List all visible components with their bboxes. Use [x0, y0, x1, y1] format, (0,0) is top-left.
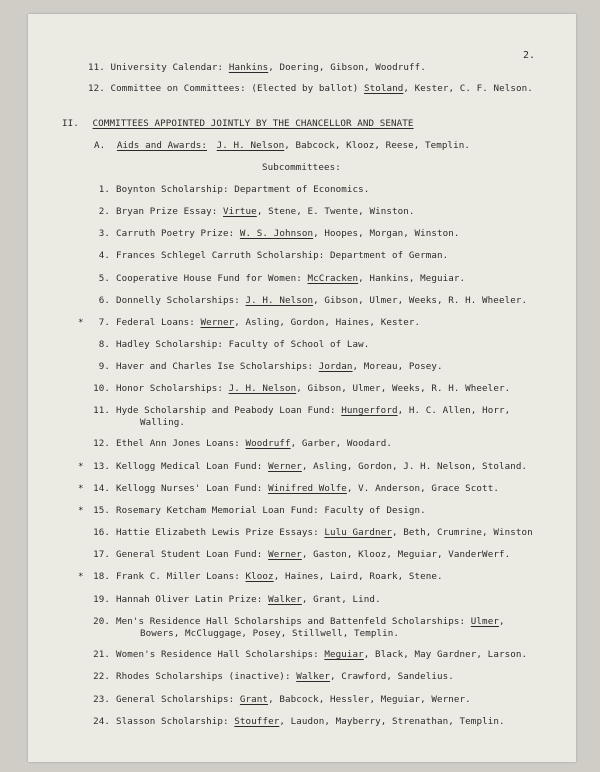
item-label: Cooperative House Fund for Women:: [116, 273, 302, 284]
item-number: 13.: [93, 461, 110, 472]
item-label: General Student Loan Fund:: [116, 549, 263, 560]
item-number: 24.: [93, 716, 110, 727]
chair-name: Stoland: [363, 83, 404, 94]
members: , Babcock, Klooz, Reese, Templin.: [284, 140, 471, 151]
chair-name: Walker: [296, 671, 331, 682]
item-label: Rhodes Scholarships (inactive):: [116, 671, 291, 682]
asterisk-mark: *: [78, 505, 84, 516]
asterisk-mark: *: [78, 317, 84, 328]
chair-name: Jordan: [318, 361, 353, 372]
members: , Hoopes, Morgan, Winston.: [313, 228, 460, 239]
members: , Garber, Woodard.: [290, 438, 392, 449]
item-number: 9.: [98, 361, 110, 372]
item-number: 10.: [93, 383, 110, 394]
item-number: 12.: [88, 83, 105, 94]
item-label: Hyde Scholarship and Peabody Loan Fund:: [116, 405, 336, 416]
chair-name: Werner: [268, 549, 302, 560]
continuation-line: Bowers, McCluggage, Posey, Stillwell, Templin.: [140, 628, 400, 639]
item-number: 17.: [93, 549, 110, 560]
members: , Gibson, Ulmer, Weeks, R. H. Wheeler.: [313, 295, 528, 306]
subsection-letter: A.: [94, 140, 106, 151]
chair-name: Ulmer: [470, 616, 499, 627]
chair-name: Woodruff: [245, 438, 291, 449]
chair-name: Meguiar: [324, 649, 364, 660]
subcommittee-item: [78, 317, 421, 329]
item-number: 11.: [88, 62, 105, 73]
subcommittee-item: [88, 383, 510, 395]
asterisk-mark: *: [78, 571, 84, 582]
subcommittee-item: [78, 505, 426, 517]
subcommittee-item: [78, 571, 443, 583]
chair-name: Stouffer: [234, 716, 280, 727]
members: , Gaston, Klooz, Meguiar, VanderWerf.: [301, 549, 511, 560]
members: , Asling, Gordon, J. H. Nelson, Stoland.: [301, 461, 528, 472]
list-item: [88, 83, 533, 95]
chair-name: McCracken: [307, 273, 359, 284]
subcommittee-item: [88, 361, 443, 373]
chair-name: Hankins: [228, 62, 269, 73]
subcommittee-item: [88, 273, 465, 285]
members: , Grant, Lind.: [301, 594, 381, 605]
item-label: Hadley Scholarship:: [116, 339, 223, 350]
item-number: 19.: [93, 594, 110, 605]
item-label: Women's Residence Hall Scholarships:: [116, 649, 319, 660]
document-page: [28, 14, 576, 762]
subcommittee-item: [88, 616, 505, 640]
section-number: II.: [62, 118, 79, 129]
item-label: Donnelly Scholarships:: [116, 295, 240, 306]
item-label: Frances Schlegel Carruth Scholarship:: [116, 250, 325, 261]
item-label: Haver and Charles Ise Scholarships:: [116, 361, 314, 372]
item-label: Boynton Scholarship:: [116, 184, 229, 195]
item-note: (Elected by ballot): [251, 83, 359, 94]
subcommittee-item: [88, 339, 369, 351]
section-heading: [62, 118, 414, 130]
item-label: Federal Loans:: [116, 317, 195, 328]
subcommittee-item: [88, 438, 392, 450]
list-item: [88, 62, 426, 74]
item-number: 2.: [98, 206, 110, 217]
subcommittee-item: [88, 694, 471, 706]
members: Department of German.: [330, 250, 449, 261]
chair-name: Lulu Gardner: [324, 527, 392, 538]
subcommittee-item: [78, 461, 528, 473]
members: , Laudon, Mayberry, Strenathan, Templin.: [279, 716, 505, 727]
item-label: Honor Scholarships:: [116, 383, 223, 394]
asterisk-mark: *: [78, 461, 84, 472]
members: , Hankins, Meguiar.: [358, 273, 466, 284]
item-number: 23.: [93, 694, 110, 705]
chair-name: Winifred Wolfe: [268, 483, 347, 494]
item-number: 22.: [93, 671, 110, 682]
item-number: 20.: [93, 616, 110, 627]
item-label: Hattie Elizabeth Lewis Prize Essays:: [116, 527, 319, 538]
members: , Haines, Laird, Roark, Stene.: [273, 571, 443, 582]
item-label: Ethel Ann Jones Loans:: [116, 438, 240, 449]
subcommittees-heading: Subcommittees:: [262, 162, 341, 173]
subcommittee-item: [88, 716, 505, 728]
continuation-line: Walling.: [140, 417, 186, 428]
members: , Babcock, Hessler, Meguiar, Werner.: [268, 694, 471, 705]
asterisk-mark: *: [78, 483, 84, 494]
item-label: Hannah Oliver Latin Prize:: [116, 594, 263, 605]
subcommittee-item: [88, 594, 381, 606]
chair-name: Werner: [268, 461, 302, 472]
item-number: 12.: [93, 438, 110, 449]
page-number: 2.: [523, 50, 536, 61]
chair-name: Grant: [239, 694, 269, 705]
item-label: Kellogg Medical Loan Fund:: [116, 461, 263, 472]
section-title: COMMITTEES APPOINTED JOINTLY BY THE CHANCELLOR AND SENATE: [92, 118, 414, 129]
item-label: Bryan Prize Essay:: [116, 206, 218, 217]
subcommittee-item: [88, 228, 460, 240]
chair-name: J. H. Nelson: [245, 295, 314, 306]
item-number: 6.: [98, 295, 110, 306]
members: , Beth, Crumrine, Winston: [391, 527, 533, 538]
subcommittee-item: [88, 549, 510, 561]
members: , Gibson, Ulmer, Weeks, R. H. Wheeler.: [296, 383, 511, 394]
chair-name: Hungerford: [341, 405, 398, 416]
members: , Crawford, Sandelius.: [330, 671, 454, 682]
subcommittee-item: [78, 483, 499, 495]
item-number: 21.: [93, 649, 110, 660]
chair-name: Werner: [200, 317, 235, 328]
subcommittee-item: [88, 649, 527, 661]
item-label: Rosemary Ketcham Memorial Loan Fund:: [116, 505, 319, 516]
subsection-heading: [94, 140, 470, 152]
members: Faculty of School of Law.: [228, 339, 370, 350]
members: , Asling, Gordon, Haines, Kester.: [234, 317, 421, 328]
subsection-label: Aids and Awards:: [116, 140, 208, 151]
subcommittee-item: [88, 206, 415, 218]
subcommittee-item: [88, 250, 448, 262]
item-label: Kellogg Nurses' Loan Fund:: [116, 483, 263, 494]
item-label: University Calendar:: [110, 62, 224, 73]
members: ,: [498, 616, 505, 627]
members: , Moreau, Posey.: [352, 361, 443, 372]
item-label: Frank C. Miller Loans:: [116, 571, 240, 582]
subcommittee-item: [88, 295, 527, 307]
members: , V. Anderson, Grace Scott.: [346, 483, 499, 494]
item-number: 4.: [98, 250, 110, 261]
chair-name: J. H. Nelson: [216, 140, 285, 151]
members: , H. C. Allen, Horr,: [397, 405, 511, 416]
item-number: 5.: [98, 273, 110, 284]
members: , Kester, C. F. Nelson.: [403, 83, 533, 94]
members: , Doering, Gibson, Woodruff.: [268, 62, 426, 73]
item-number: 11.: [93, 405, 110, 416]
members: Faculty of Design.: [324, 505, 426, 516]
chair-name: Virtue: [223, 206, 257, 217]
item-number: 14.: [93, 483, 110, 494]
item-label: General Scholarships:: [116, 694, 235, 705]
item-label: Men's Residence Hall Scholarships and Battenfeld Scholarships:: [116, 616, 466, 627]
subcommittee-item: [88, 184, 369, 196]
item-number: 3.: [98, 228, 110, 239]
chair-name: W. S. Johnson: [239, 228, 314, 239]
subcommittee-item: [88, 405, 510, 429]
item-number: 18.: [93, 571, 110, 582]
item-label: Slasson Scholarship:: [116, 716, 229, 727]
item-label: Carruth Poetry Prize:: [116, 228, 235, 239]
chair-name: J. H. Nelson: [228, 383, 297, 394]
chair-name: Klooz: [245, 571, 274, 582]
item-number: 1.: [98, 184, 110, 195]
item-number: 16.: [93, 527, 110, 538]
members: Department of Economics.: [234, 184, 370, 195]
chair-name: Walker: [268, 594, 302, 605]
item-number: 7.: [98, 317, 110, 328]
subcommittee-item: [88, 671, 454, 683]
members: , Black, May Gardner, Larson.: [363, 649, 528, 660]
members: , Stene, E. Twente, Winston.: [256, 206, 415, 217]
item-number: 8.: [98, 339, 110, 350]
item-label: Committee on Committees:: [110, 83, 246, 94]
item-number: 15.: [93, 505, 110, 516]
subcommittee-item: [88, 527, 533, 539]
